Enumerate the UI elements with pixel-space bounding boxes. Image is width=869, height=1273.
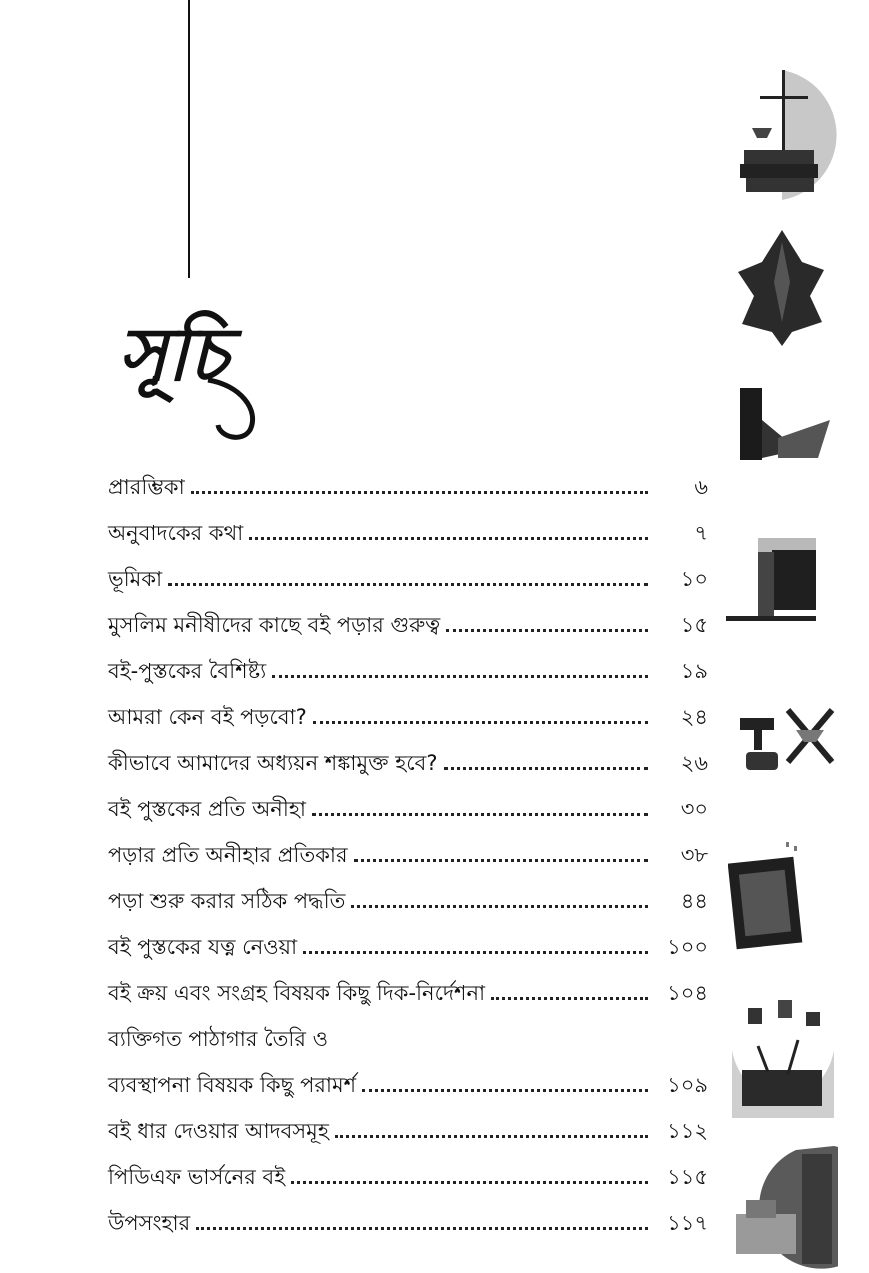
- dot-leader: [196, 1227, 648, 1230]
- desk-collage-image: [728, 990, 838, 1118]
- toc-entry-page: ১১৫: [667, 1165, 708, 1189]
- toc-entry[interactable]: [108, 774, 708, 820]
- toc-entry[interactable]: [108, 452, 708, 498]
- dot-leader: [291, 1181, 648, 1184]
- toc-entry-page: ১০৯: [667, 1073, 708, 1097]
- toc-entry-title: ভূমিকা: [108, 567, 163, 591]
- bookstand-image: [718, 532, 818, 632]
- dot-leader: [491, 997, 648, 1000]
- toc-entry[interactable]: [108, 1004, 708, 1050]
- toc-entry-title: মুসলিম মনীষীদের কাছে বই পড়ার গুরুত্ব: [108, 613, 441, 637]
- toc-entry-page: ৩৮: [680, 843, 708, 867]
- toc-entry-page: ১০৪: [667, 981, 708, 1005]
- toc-entry[interactable]: [108, 1050, 708, 1096]
- toc-entry-title: বই পুস্তকের যত্ন নেওয়া: [108, 935, 298, 959]
- toc-entry-page: ১০০: [667, 935, 708, 959]
- dot-leader: [351, 905, 648, 908]
- dot-leader: [354, 859, 648, 862]
- toc-entry-page: ১০: [680, 567, 708, 591]
- toc-entry-title: বই-পুস্তকের বৈশিষ্ট্য: [108, 659, 267, 683]
- toc-entry-page: ২৪: [680, 705, 708, 729]
- dot-leader: [335, 1135, 648, 1138]
- toc-entry[interactable]: [108, 682, 708, 728]
- toc-entry-title: প্রারম্ভিকা: [108, 475, 185, 499]
- toc-entry-page: ১১৭: [667, 1211, 708, 1235]
- toc-entry-title: উপসংহার: [108, 1211, 191, 1235]
- scales-and-books-image: [722, 68, 842, 203]
- toc-entry[interactable]: [108, 1142, 708, 1188]
- toc-entry-title: পড়ার প্রতি অনীহার প্রতিকার: [108, 843, 348, 867]
- toc-entry[interactable]: [108, 544, 708, 590]
- page-title: সূচি: [118, 312, 228, 398]
- toc-entry[interactable]: [108, 728, 708, 774]
- toc-entry-title: কীভাবে আমাদের অধ্যয়ন শঙ্কামুক্ত হবে?: [108, 751, 438, 775]
- toc-entry-page: ৬: [694, 475, 708, 499]
- toc-entry-title: পড়া শুরু করার সঠিক পদ্ধতি: [108, 889, 346, 913]
- toc-entry[interactable]: [108, 1188, 708, 1234]
- framed-picture-image: [728, 838, 808, 950]
- toc-entry-title: ব্যক্তিগত পাঠাগার তৈরি ও: [108, 1027, 329, 1051]
- dot-leader: [191, 491, 648, 494]
- dot-leader: [362, 1089, 648, 1092]
- dot-leader: [312, 813, 648, 816]
- hanging-line-decoration: [188, 0, 190, 278]
- toc-entry-page: ২৬: [680, 751, 708, 775]
- book-and-plant-image: [738, 380, 833, 465]
- table-of-contents: [108, 452, 708, 1234]
- library-room-image: [716, 1144, 838, 1270]
- toc-entry[interactable]: [108, 866, 708, 912]
- toc-entry-page: ১৫: [680, 613, 708, 637]
- toc-entry-title: পিডিএফ ভার্সনের বই: [108, 1165, 286, 1189]
- toc-entry-title: ব্যবস্থাপনা বিষয়ক কিছু পরামর্শ: [108, 1073, 357, 1097]
- toc-entry-title: বই পুস্তকের প্রতি অনীহা: [108, 797, 306, 821]
- toc-entry-page: ৩০: [680, 797, 708, 821]
- dot-leader: [444, 767, 649, 770]
- plant-image: [732, 222, 832, 347]
- toc-entry[interactable]: [108, 636, 708, 682]
- toc-entry-title: অনুবাদকের কথা: [108, 521, 244, 545]
- gavel-and-quran-stand-image: [736, 690, 836, 775]
- dot-leader: [249, 537, 648, 540]
- toc-entry-page: ১৯: [680, 659, 708, 683]
- dot-leader: [272, 675, 648, 678]
- toc-entry[interactable]: [108, 498, 708, 544]
- toc-entry-title: বই ক্রয় এবং সংগ্রহ বিষয়ক কিছু দিক-নির্দেশনা: [108, 981, 486, 1005]
- toc-entry-page: ৭: [694, 521, 708, 545]
- toc-entry-page: ১১২: [667, 1119, 708, 1143]
- dot-leader: [303, 951, 648, 954]
- title-swash-decoration: [200, 375, 270, 445]
- dot-leader: [446, 629, 648, 632]
- toc-entry[interactable]: [108, 912, 708, 958]
- toc-entry-title: বই ধার দেওয়ার আদবসমূহ: [108, 1119, 329, 1143]
- toc-entry-page: ৪৪: [680, 889, 708, 913]
- toc-entry[interactable]: [108, 820, 708, 866]
- toc-entry[interactable]: [108, 958, 708, 1004]
- dot-leader: [168, 583, 648, 586]
- toc-entry-title: আমরা কেন বই পড়বো?: [108, 705, 307, 729]
- toc-entry[interactable]: [108, 1096, 708, 1142]
- toc-entry[interactable]: [108, 590, 708, 636]
- dot-leader: [313, 721, 648, 724]
